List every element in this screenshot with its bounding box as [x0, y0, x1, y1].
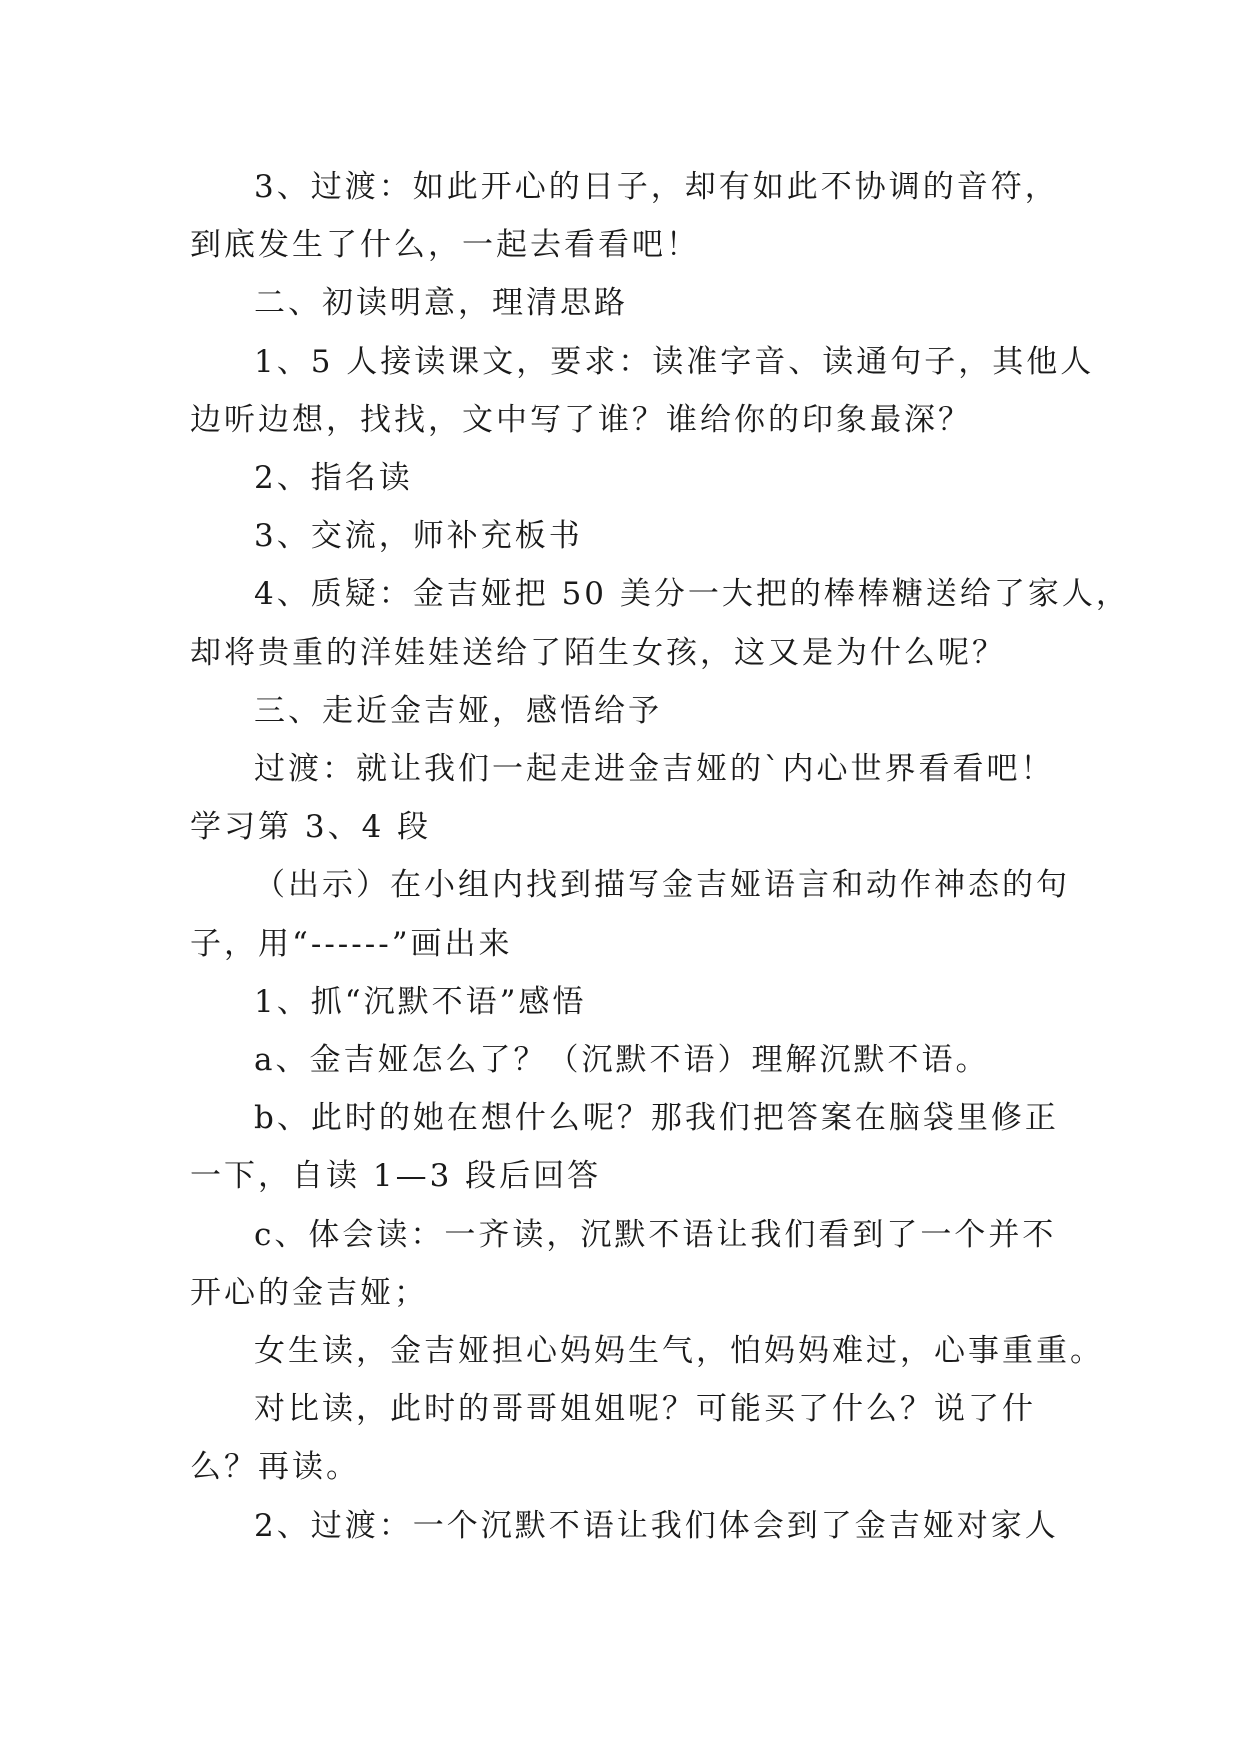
text-line: 女生读，金吉娅担心妈妈生气，怕妈妈难过，心事重重。 [254, 1333, 1104, 1370]
text-line: b、此时的她在想什么呢？那我们把答案在脑袋里修正 [254, 1100, 1059, 1137]
text-line: 么？再读。 [190, 1449, 360, 1486]
text-line: 子，用“------”画出来 [190, 925, 513, 962]
section-heading: 三、走近金吉娅，感悟给予 [254, 692, 662, 729]
text-line: 到底发生了什么，一起去看看吧！ [190, 227, 700, 264]
text-line: 边听边想，找找，文中写了谁？谁给你的印象最深？ [190, 401, 972, 438]
text-line: 一下，自读 1—3 段后回答 [190, 1158, 602, 1195]
text-line: 过渡：就让我们一起走进金吉娅的`内心世界看看吧！ [254, 751, 1055, 788]
section-heading: 二、初读明意，理清思路 [254, 285, 628, 322]
text-line: a、金吉娅怎么了？（沉默不语）理解沉默不语。 [254, 1042, 990, 1079]
text-line: 3、交流，师补充板书 [254, 518, 583, 555]
text-line: 3、过渡：如此开心的日子，却有如此不协调的音符， [254, 169, 1059, 205]
text-line: 开心的金吉娅； [190, 1274, 428, 1311]
text-line: 学习第 3、4 段 [190, 809, 432, 846]
text-line: 1、5 人接读课文，要求：读准字音、读通句子，其他人 [254, 343, 1095, 380]
text-line: 却将贵重的洋娃娃送给了陌生女孩，这又是为什么呢？ [190, 634, 1006, 671]
text-line: 4、质疑：金吉娅把 50 美分一大把的棒棒糖送给了家人， [254, 576, 1130, 613]
text-line: c、体会读：一齐读，沉默不语让我们看到了一个并不 [254, 1216, 1057, 1253]
text-line: 2、过渡：一个沉默不语让我们体会到了金吉娅对家人 [254, 1507, 1059, 1544]
text-line: （出示）在小组内找到描写金吉娅语言和动作神态的句 [254, 867, 1070, 904]
document-body [190, 158, 1130, 1555]
text-line: 1、抓“沉默不语”感悟 [254, 983, 587, 1020]
text-line: 对比读，此时的哥哥姐姐呢？可能买了什么？说了什 [254, 1391, 1036, 1428]
text-line: 2、指名读 [254, 460, 413, 497]
